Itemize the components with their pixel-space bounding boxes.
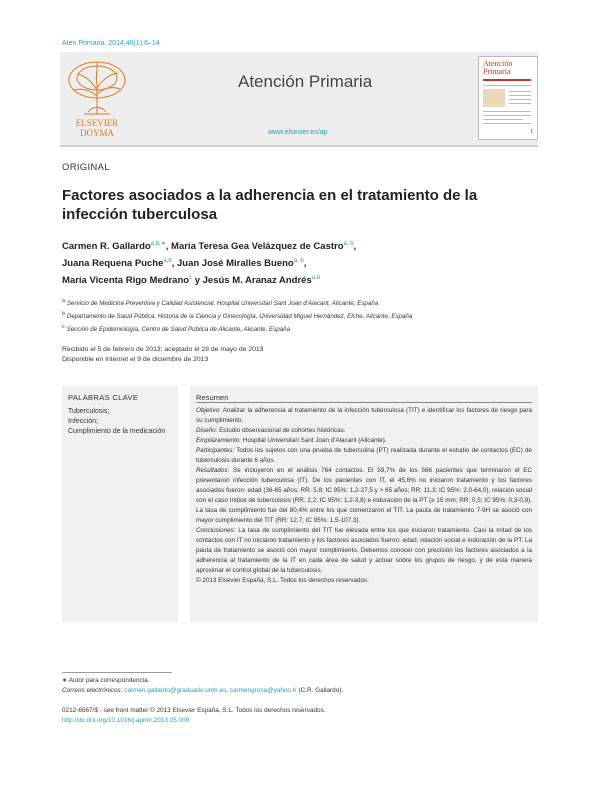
front-matter-line: 0212-6567/$ - see front matter © 2013 Elsevier España, S.L. Todos los derechos reservados. [62,707,326,714]
author-name: María Vicenta Rigo Medrano [62,275,190,287]
author-affiliation-marks: a, b [343,241,354,247]
author-affiliation-marks: a,b [311,275,321,282]
author-name: María Teresa Gea Velázquez de Castro [171,241,344,253]
citation: Aten Primaria. 2014;46(1):6–14 [62,40,160,47]
keyword-item: Cumplimiento de la medicación [68,428,166,435]
abstract-divider [196,402,532,403]
abstract-copyright: © 2013 Elsevier España, S.L. Todos los derechos reservados. [196,577,369,584]
abstract-section: Objetivo: Analizar la adherencia al tratamiento de la infección tuberculosa (TIT) e identificar los factores de riesgo para su cumplimiento. [196,407,533,424]
abstract-section: Conclusiones: La tasa de cumplimiento del TIT fue elevada entre los que iniciaron tratamiento. Casi la mitad de los contactos con IT no iniciaron tratamiento y los factores asociados fueron: edad, relación social e induración de la PT. La pauta de tratamiento se asoció con mayor cumplimiento. Debemos conocer con precisión los factores asociados a la adherencia al tratamiento de la IT en cada área de salud y actuar sobre los grupos de riesgo, y de esta manera aproximar el control global de la tuberculosis. [196,527,533,574]
email-link[interactable]: carmengrosa@yahoo.fr [229,687,297,694]
online-date: Disponible en Internet el 9 de diciembre de 2013 [62,356,209,363]
affiliation-item: $^c$ Sección de Epidemiología, Centro de Salud Pública de Alicante, Alicante, España [62,324,291,334]
author-list: Carmen R. Gallardo$^{a,b,∗}$, María Teresa Gea Velázquez de Castro$^{a, b}$, Juana Requena Puche$^{a,b}$, Juan José Miralles Bueno$^{a, b}$, María Vicenta Rigo Medrano$^c$ y Jesús M. Aranaz Andrés$^{a,b}$ [62,241,357,287]
front-matter [62,706,542,726]
keywords-list [68,407,174,437]
affiliations [62,296,542,335]
cover-title: Atención Primaria [483,59,513,76]
journal-title: Atención Primaria [238,72,373,91]
author-affiliation-marks: c [189,275,193,282]
logo-word-1: ELSEVIER [75,118,119,128]
author-affiliation-marks: a, b [293,258,304,265]
abstract-section: Diseño: Estudio observacional de cohortes históricas. [196,427,346,434]
journal-url[interactable]: www.elsevier.es/ap [268,129,328,136]
cover-page-number: 1 [530,129,533,135]
doi-link[interactable]: http://dx.doi.org/10.1016/j.aprim.2013.05.009 [62,717,190,724]
abstract-section: Resultados: Se incluyeron en el análisis 764 contactos. El 59,7% de los 566 pacientes que terminaron el EC presentaron infección tuberculosa (IT). De los pacientes con IT, el 45,6% no iniciaron tratamiento y los factores asociados fueron: edad (36-65 años; RR: 5,8; IC 95%: 1,2-27,5 y > 65 años; RR: 11,3; IC 95%: 2,0-64,0), relación social con el caso índice de tuberculosis (RR: 2,2; IC 95%: 1,2-3,8) e induración de la PT (≥ 15 mm; RR: 0,5; IC 95%: 0,3-0,9). La tasa de cumplimiento fue del 80,4% entre los que comenzaron el TIT. La pauta de tratamiento 7-9H se asoció con mayor cumplimiento del TIT (RR: 12,7; IC 95%: 1,5-107,3). [196,467,532,524]
abstract-heading: Resumen [196,393,229,402]
correspondence-footnote: ∗ Autor para correspondencia. Correos electrónicos: carmen.gallardo@graduado.umh.es, carmengrosa@yahoo.fr (C.R. Gallardo). [62,677,344,694]
elsevier-logo [62,56,132,140]
email-link[interactable]: carmen.gallardo@graduado.umh.es [124,687,227,694]
author-name: Carmen R. Gallardo [62,241,151,253]
keyword-item: Infección; [68,418,98,425]
journal-cover-thumbnail [478,56,538,140]
author-name: Jesús M. Aranaz Andrés [202,275,312,287]
author-name: Juana Requena Puche [62,258,164,270]
article-dates [62,345,263,365]
footnote-divider [62,672,172,673]
affiliation-item: $^a$ Servicio de Medicina Preventiva y Calidad Asistencial, Hospital Universitari Sant Joan d'Alacant, Alicante, España [62,298,379,308]
keyword-item: Tuberculosis; [68,408,110,415]
received-date: Recibido el 5 de febrero de 2013; aceptado el 28 de mayo de 2013 [62,346,264,353]
abstract-body [196,406,532,586]
author-name: Juan José Miralles Bueno [177,258,294,270]
abstract-section: Emplazamiento: Hospital Universitari Sant Joan d'Alacant (Alicante). [196,437,387,444]
author-affiliation-marks: a,b,∗ [150,241,166,247]
author-affiliation-marks: a,b [163,258,172,265]
logo-word-2: DOYMA [79,128,115,138]
article-title: Factores asociados a la adherencia en el tratamiento de la infección tuberculosa [62,187,478,223]
abstract-section: Participantes: Todos los sujetos con una prueba de tuberculina (PT) realizada durante el estudio de contactos (EC) de tuberculosis durante 6 años. [196,447,532,464]
affiliation-item: $^b$ Departamento de Salud Pública, Historia de la Ciencia y Ginecología, Universidad Miguel Hernández, Elche, Alicante, España [62,311,413,321]
section-label: ORIGINAL [62,162,110,173]
keywords-heading: PALABRAS CLAVE [68,393,139,402]
